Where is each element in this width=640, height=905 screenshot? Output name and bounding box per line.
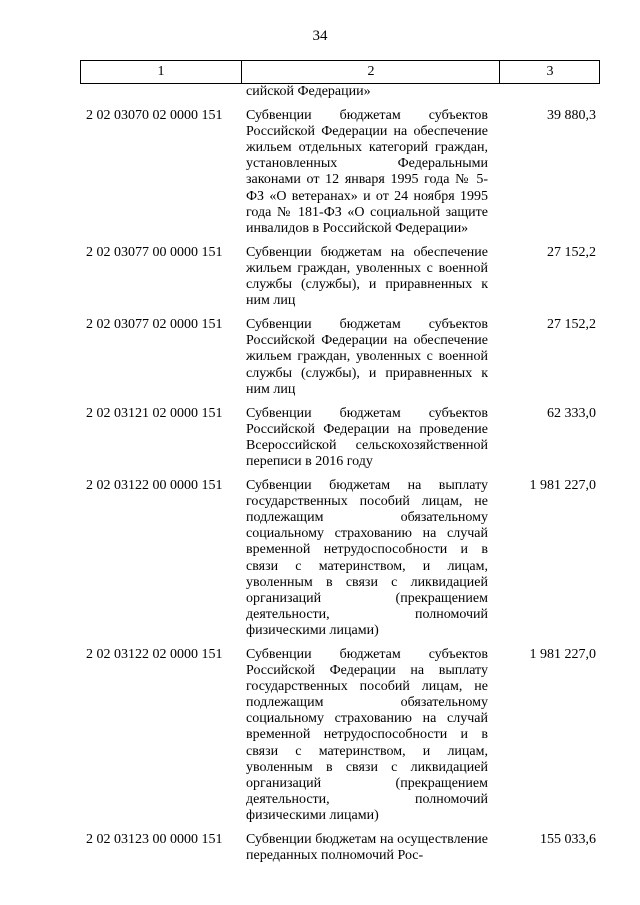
continuation-text: сийской Федерации» [246,84,371,99]
header-col-2: 2 [241,61,500,83]
row-amount: 39 880,3 [547,108,596,124]
table-row [80,832,600,864]
row-code: 2 02 03077 02 0000 151 [86,317,223,333]
table-row [80,317,600,397]
row-code: 2 02 03122 02 0000 151 [86,647,223,662]
table-row [80,406,600,470]
row-description: Субвенции бюджетам на обеспечение жильем граждан, уволенных с военной службы (службы), и приравненных к ним лиц [246,244,488,309]
table-row [80,478,600,639]
row-code: 2 02 03070 02 0000 151 [86,108,223,124]
table-row [80,245,600,309]
row-description: Субвенции бюджетам субъектов Российской Федерации на обеспечение жильем отдельных категорий граждан, установленных Федеральными законами от 12 января 1995 года № 5-ФЗ «О ветеранах» и от 24 ноября 1995 года № 181-ФЗ «О социальной защите инвалидов в Российской Федерации» [246,108,488,236]
table-row [80,647,600,824]
row-code: 2 02 03077 00 0000 151 [86,244,223,260]
table-row [80,108,600,237]
row-description: Субвенции бюджетам на выплату государственных пособий лицам, не подлежащим обязательному социальному страхованию на случай временной нетрудоспособности и в связи с материнством, и лицам, уволенным в связи с ликвидацией организаций (прекращением деятельности, полномочий физическими лицами) [246,478,488,638]
row-description: Субвенции бюджетам субъектов Российской Федерации на выплату государственных пособий лицам, не подлежащим обязательному социальному страхованию на случай временной нетрудоспособности и в связи с материнством, и лицам, уволенным в связи с ликвидацией организаций (прекращением деятельности, полномочий физическими лицами) [246,647,488,823]
budget-table [80,84,600,864]
page-number: 34 [312,28,328,44]
header-col-1: 1 [157,64,165,79]
row-amount: 1 981 227,0 [529,647,596,662]
row-code: 2 02 03123 00 0000 151 [86,832,223,848]
row-amount: 62 333,0 [547,405,596,421]
row-amount: 1 981 227,0 [529,478,596,494]
row-description: Субвенции бюджетам на осуществление переданных полномочий Рос- [246,832,488,864]
row-amount: 155 033,6 [540,832,596,848]
header-col-3: 3 [499,61,600,83]
row-code: 2 02 03122 00 0000 151 [86,478,223,494]
row-code: 2 02 03121 02 0000 151 [86,405,223,421]
table-header [80,60,600,84]
row-amount: 27 152,2 [547,317,596,333]
row-description: Субвенции бюджетам субъектов Российской Федерации на обеспечение жильем граждан, уволенных с военной службы (службы), и приравненных к ним лиц [246,317,488,397]
row-description: Субвенции бюджетам субъектов Российской Федерации на проведение Всероссийской сельскохозяйственной переписи в 2016 году [246,405,488,469]
row-amount: 27 152,2 [547,244,596,260]
